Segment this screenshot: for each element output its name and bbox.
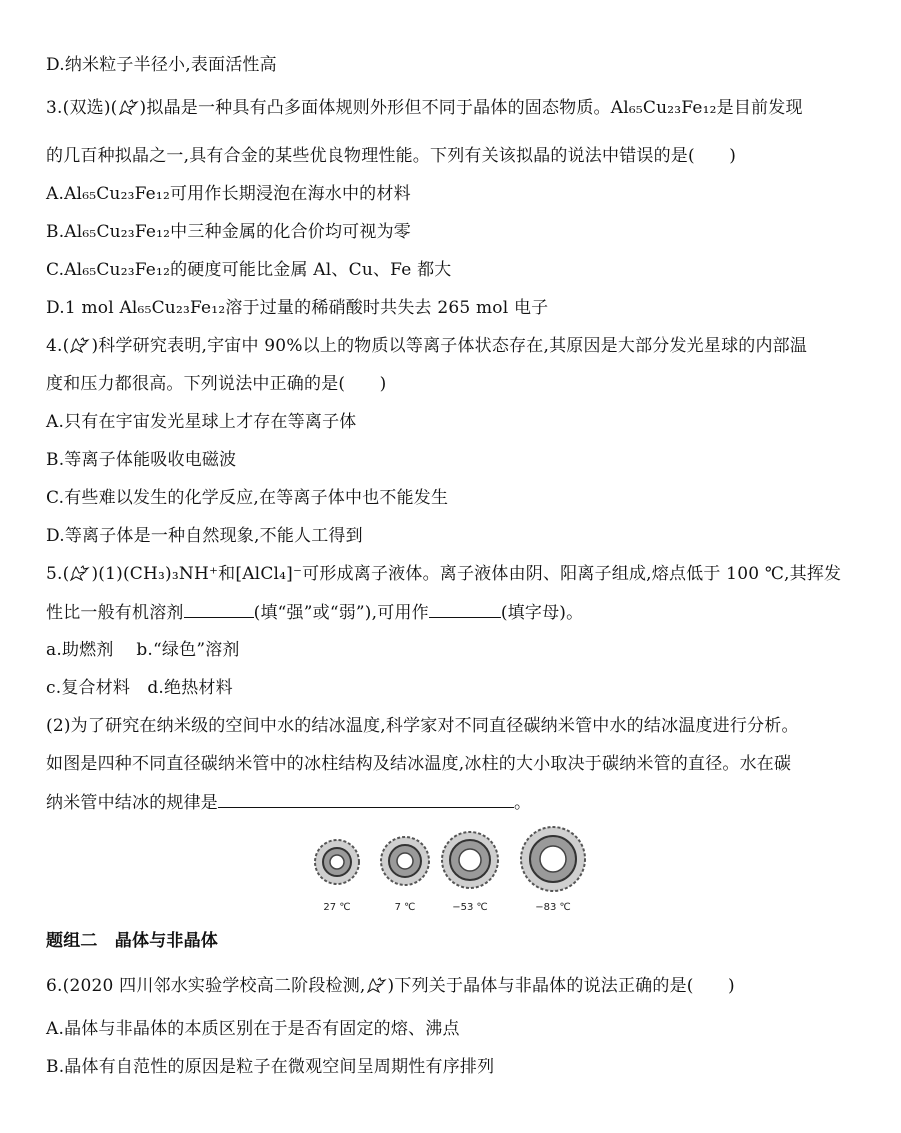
q4-option-c: C.有些难以发生的化学反应,在等离子体中也不能发生 bbox=[46, 488, 449, 508]
q5-options-ab: a.助燃剂 b.“绿色”溶剂 bbox=[46, 640, 240, 660]
q5-stem-line2: 性比一般有机溶剂 (填“强”或“弱”),可用作 (填字母)。 bbox=[46, 603, 584, 623]
q5-part2-line1: (2)为了研究在纳米级的空间中水的结冰温度,科学家对不同直径碳纳米管中水的结冰温度进行分析。 bbox=[46, 716, 799, 736]
q4-stem-line2: 度和压力都很高。下列说法中正确的是( ) bbox=[46, 374, 387, 394]
q3-option-a: A.Al₆₅Cu₂₃Fe₁₂可用作长期浸泡在海水中的材料 bbox=[46, 184, 411, 204]
temperature-label: −53 ℃ bbox=[452, 902, 488, 913]
answer-blank[interactable] bbox=[429, 601, 501, 618]
q5-stem-line1: 5.( )(1)(CH₃)₃NH⁺和[AlCl₄]⁻可形成离子液体。离子液体由阴、阳离子组成,熔点低于 100 ℃,其挥发 bbox=[46, 564, 842, 584]
nanotube-27c bbox=[315, 840, 359, 884]
q6-option-a: A.晶体与非晶体的本质区别在于是否有固定的熔、沸点 bbox=[46, 1019, 460, 1039]
q5-part2-line2: 如图是四种不同直径碳纳米管中的冰柱结构及结冰温度,冰柱的大小取决于碳纳米管的直径。水在碳 bbox=[46, 754, 792, 774]
q4-option-b: B.等离子体能吸收电磁波 bbox=[46, 450, 237, 470]
q3-option-c: C.Al₆₅Cu₂₃Fe₁₂的硬度可能比金属 Al、Cu、Fe 都大 bbox=[46, 260, 452, 280]
q3-option-b: B.Al₆₅Cu₂₃Fe₁₂中三种金属的化合价均可视为零 bbox=[46, 222, 411, 242]
q6-option-b: B.晶体有自范性的原因是粒子在微观空间呈周期性有序排列 bbox=[46, 1057, 495, 1077]
nanotube-ice-figure bbox=[300, 826, 600, 921]
q2-option-d: D.纳米粒子半径小,表面活性高 bbox=[46, 55, 277, 75]
q6-stem: 6.(2020 四川邻水实验学校高二阶段检测, )下列关于晶体与非晶体的说法正确的是( ) bbox=[46, 976, 735, 996]
section-heading: 题组二 晶体与非晶体 bbox=[46, 931, 218, 951]
q3-stem-line1: 3.(双选)( )拟晶是一种具有凸多面体规则外形但不同于晶体的固态物质。Al₆₅Cu₂₃Fe₁₂是目前发现 bbox=[46, 98, 803, 118]
q4-stem-line1: 4.( )科学研究表明,宇宙中 90%以上的物质以等离子体状态存在,其原因是大部分发光星球的内部温 bbox=[46, 336, 808, 356]
q3-stem-line2: 的几百种拟晶之一,具有合金的某些优良物理性能。下列有关该拟晶的说法中错误的是( ) bbox=[46, 146, 737, 166]
answer-blank[interactable] bbox=[218, 791, 514, 808]
q3-option-d: D.1 mol Al₆₅Cu₂₃Fe₁₂溶于过量的稀硝酸时共失去 265 mol 电子 bbox=[46, 298, 549, 318]
temperature-label: 7 ℃ bbox=[394, 902, 416, 913]
nanotube-cross-sections bbox=[300, 826, 600, 902]
temperature-label: 27 ℃ bbox=[323, 902, 351, 913]
q4-option-a: A.只有在宇宙发光星球上才存在等离子体 bbox=[46, 412, 357, 432]
q4-option-d: D.等离子体是一种自然现象,不能人工得到 bbox=[46, 526, 363, 546]
temperature-label: −83 ℃ bbox=[535, 902, 571, 913]
nanotube-minus83c bbox=[521, 827, 585, 891]
nanotube-7c bbox=[381, 837, 429, 885]
answer-blank[interactable] bbox=[184, 601, 254, 618]
difficulty-star-icon bbox=[69, 565, 91, 581]
difficulty-star-icon bbox=[366, 977, 388, 993]
q5-part2-line3: 纳米管中结冰的规律是 。 bbox=[46, 793, 532, 813]
difficulty-star-icon bbox=[69, 337, 91, 353]
difficulty-star-icon bbox=[118, 99, 140, 115]
nanotube-minus53c bbox=[442, 832, 498, 888]
q5-options-cd: c.复合材料 d.绝热材料 bbox=[46, 678, 233, 698]
